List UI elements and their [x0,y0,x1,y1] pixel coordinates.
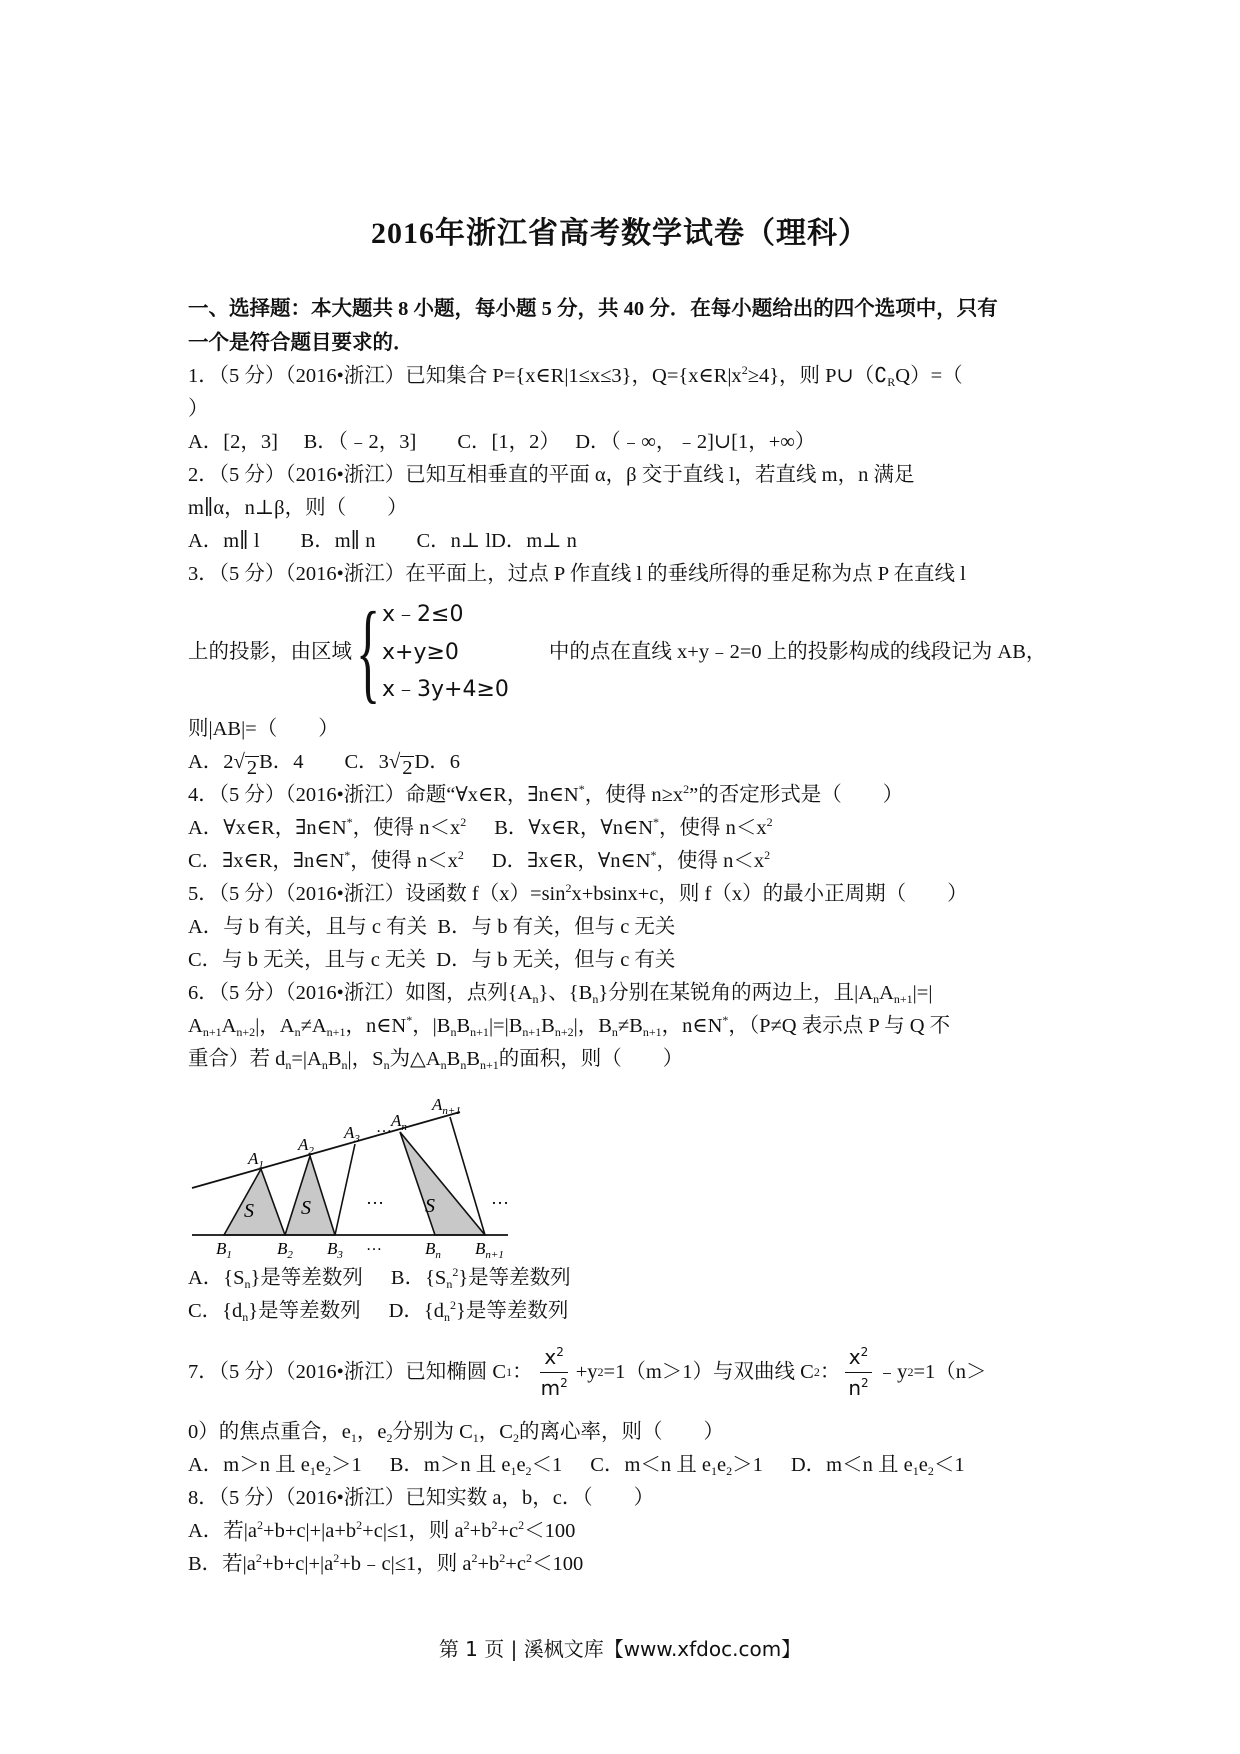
option-a: A．m＞n 且 e [188,1454,310,1476]
text: B [446,1048,461,1070]
subscript: n+1 [202,1025,222,1039]
text: 的离心率，则（ ） [518,1421,724,1443]
subscript: n [873,992,880,1006]
subscript: n [341,1058,348,1072]
text: e [918,1454,928,1476]
question-7-stem: 7．（5 分）（2016•浙江）已知椭圆 C 1 ： $\frac{x^2}{m^2}$ +y 2 =1（m＞1）与双曲线 C 2 ： $\frac{x^2}{n^2}$ ﹣y 2 =1（n＞ [188,1328,1058,1416]
subscript: n+1 [642,1025,662,1039]
text: ，n∈N [661,1015,723,1037]
text: |，S [347,1048,384,1070]
superscript: * [344,848,351,862]
section-heading [188,292,1058,360]
text: ，|B [412,1015,451,1037]
question-6-figure [188,1082,528,1258]
text: e [717,1454,727,1476]
text: =|A [291,1048,322,1070]
text: A [188,1015,203,1037]
question-1-stem-end: ） [188,398,209,420]
subscript: n+1 [893,992,913,1006]
text: 1．（5 分）（2016•浙江）已知集合 P={x∈R|1≤x≤3}，Q={x∈R|x [188,365,742,387]
subscript: n [285,1058,292,1072]
option-a: A．∀x∈R，∃n∈N [188,817,347,839]
question-5-options-ab: A．与 b 有关，且与 c 有关 B．与 b 有关，但与 c 无关 [188,916,676,938]
question-3-options [188,746,1058,779]
superscript: 2 [471,1551,478,1565]
question-5 [188,878,1058,977]
question-8-option-a [188,1515,1058,1548]
text: 的面积，则（ ） [498,1048,684,1070]
text: +b﹣c|≤1，则 a [339,1553,472,1575]
question-5-stem [188,878,1058,911]
subscript: n [592,992,599,1006]
text: }是等差数列 [456,1300,569,1322]
label-bn1: $B_{n+1}$ [475,1239,504,1258]
subscript: 2 [324,1464,331,1478]
superscript: 2 [525,1551,532,1565]
area-label-sn: S [425,1195,435,1217]
subscript: R [887,375,896,389]
text: e [315,1454,325,1476]
question-1-stem [188,360,1058,393]
section-heading-line1: 一、选择题：本大题共 8 小题，每小题 5 分，共 40 分．在每小题给出的四个选项中，只有 [188,298,998,320]
option-a: A．{S [188,1267,245,1289]
question-6-stem-line1 [188,977,1058,1010]
superscript: 2 [457,848,464,862]
subscript: n+1 [470,1025,489,1039]
text: }是等差数列 [458,1267,571,1289]
text: 5．（5 分）（2016•浙江）设函数 f（x）=sin [188,883,566,905]
text: ＜100 [524,1520,576,1542]
superscript: 2 [463,1518,470,1532]
fraction-x2-m2 [537,1342,572,1403]
subscript: 2 [386,1431,393,1445]
superscript: 2 [764,848,771,862]
text: =1（m＞1）与双曲线 C [603,1360,814,1383]
superscript: 2 [766,815,773,829]
text: |=|B [488,1015,523,1037]
question-3-trail: 中的点在直线 x+y﹣2=0 上的投影构成的线段记为 AB， [548,640,1047,663]
question-4-options-cd [188,845,1058,878]
subscript: n [444,1310,451,1324]
text: e [516,1454,526,1476]
text: ： [512,1360,533,1383]
sqrt-symbol: √ 2 [388,751,413,779]
radicand: 2 [402,757,413,779]
text: x+bsinx+c，则 f（x）的最小正周期（ ） [571,883,968,905]
question-7 [188,1328,1058,1482]
subscript: 1 [510,1464,517,1478]
inequality-3: x﹣3y+4≥0 [382,677,509,702]
superscript: 2 [257,1518,264,1532]
text: +b [477,1553,500,1575]
subscript: n [440,1058,447,1072]
superscript: * [722,1013,729,1027]
superscript: 2 [518,1518,525,1532]
ellipsis: … [366,1237,382,1254]
subscript: 1 [309,1464,316,1478]
text: }是等差数列 [248,1300,361,1322]
page-footer: 第 1 页 | 溪枫文库【www.xfdoc.com】 [438,1637,802,1661]
subscript: n+2 [554,1025,574,1039]
question-3-ask: 则|AB|=（ ） [188,718,339,740]
text: A [879,982,894,1004]
option-d: D．m＜n 且 e [790,1454,913,1476]
question-8 [188,1482,1058,1581]
subscript: n [446,1277,453,1291]
superscript: 2 [491,1518,498,1532]
text: ，使得 n＜x [350,850,458,872]
triangle-sequence-diagram [188,1082,528,1258]
text: +b+c|+|a [261,1553,334,1575]
text: A [221,1015,237,1037]
text: +c [497,1520,519,1542]
text: ，C [478,1421,513,1443]
subscript: n [294,1025,301,1039]
text: ≠A [300,1015,327,1037]
superscript: 2 [560,1375,568,1390]
text: +y [575,1360,598,1383]
label-a2: $A_2$ [298,1135,314,1157]
shaded-triangle-2 [285,1156,335,1235]
subscript: 1 [472,1431,479,1445]
text: n [848,1375,862,1400]
text: 6．（5 分）（2016•浙江）如图，点列{A [188,982,533,1004]
superscript: 2 [356,1518,363,1532]
text: 为△A [389,1048,441,1070]
text: =1（n＞ [913,1360,987,1383]
subscript: n [611,1025,618,1039]
question-5-options-cd: C．与 b 无关，且与 c 无关 D．与 b 无关，但与 c 有关 [188,949,676,971]
text: ﹣y [876,1360,908,1383]
text: B [541,1015,555,1037]
denominator [844,1373,872,1403]
question-3 [188,558,1058,779]
subscript: 1 [912,1464,919,1478]
subscript: n [383,1058,390,1072]
radicand: 2 [246,757,258,779]
segment-b3-a3 [335,1144,355,1235]
option-a: A．2 [188,751,234,773]
exam-content [188,292,1058,1581]
denominator [537,1373,572,1403]
subscript: 2 [927,1464,934,1478]
text: ： [819,1360,841,1383]
text: ”的否定形式是（ ） [689,784,904,806]
subscript: n [244,1277,251,1291]
text: 0）的焦点重合，e [188,1421,351,1443]
option-c: C．{d [188,1300,243,1322]
superscript: * [346,815,353,829]
text: ，使得 n≥x [584,784,684,806]
subscript: n+1 [522,1025,542,1039]
question-4-stem [188,779,1058,812]
ellipsis: … [491,1188,509,1208]
text: A．若|a [188,1520,258,1542]
question-1-options: A．[2，3] B．（﹣2，3] C．[1，2） D．（﹣∞，﹣2]∪[1，+∞） [188,431,816,453]
text: Q）=（ [895,365,963,387]
option-d: D．6 [414,751,461,773]
text: +c|≤1，则 a [362,1520,464,1542]
numerator [540,1342,567,1373]
text: ，（P≠Q 表示点 P 与 Q 不 [728,1015,951,1037]
label-b1: $B_1$ [216,1239,232,1258]
text: ＞1 [732,1454,763,1476]
question-2-options: A．m∥ l B．m∥ n C．n⊥ lD．m⊥ n [188,530,577,552]
label-b3: $B_3$ [327,1239,343,1258]
superscript: 2 [860,1344,869,1359]
fraction-x2-n2 [844,1342,872,1403]
question-6-stem-line2 [188,1010,1058,1043]
option-b: B．∀x∈R，∀n∈N [494,817,653,839]
superscript: 2 [450,1298,457,1312]
subscript: n+1 [326,1025,346,1039]
label-bn: $B_n$ [425,1239,441,1258]
superscript: 2 [741,363,748,377]
subscript: 2 [726,1464,733,1478]
text: ≥4}，则 P∪（∁ [747,365,888,387]
ellipsis: … [376,1119,392,1136]
question-8-stem: 8．（5 分）（2016•浙江）已知实数 a，b，c．（ ） [188,1487,655,1509]
page-title: 2016年浙江省高考数学试卷（理科） [371,217,869,250]
question-3-lead: 上的投影，由区域 [188,640,352,663]
text: }是等差数列 [250,1267,363,1289]
superscript: 2 [556,1344,564,1359]
question-6 [188,977,1058,1328]
subscript: n [450,1025,457,1039]
question-3-stem: 3．（5 分）（2016•浙江）在平面上，过点 P 作直线 l 的垂线所得的垂足称为点 P 在直线 l [188,563,966,585]
label-b2: $B_2$ [277,1239,293,1258]
subscript: n+1 [480,1058,499,1072]
shaded-triangle-1 [224,1169,285,1235]
question-8-option-b [188,1548,1058,1581]
option-c: C．∃x∈R，∃n∈N [188,850,345,872]
subscript: 1 [711,1464,718,1478]
text: ，使得 n＜x [656,850,765,872]
text: }、{B [538,982,593,1004]
text: x [848,1344,861,1369]
subscript: 1 [350,1431,357,1445]
sqrt-symbol: √ 2 [233,751,258,779]
text: }分别在某锐角的两边上，且|A [598,982,874,1004]
text: ，n∈N [345,1015,407,1037]
option-b-c: B．4 C．3 [259,751,389,773]
subscript: n [532,992,539,1006]
label-an1: $A_{n+1}$ [432,1095,461,1117]
text: 重合）若 d [188,1048,286,1070]
subscript: n+2 [236,1025,256,1039]
text: +c [505,1553,526,1575]
numerator [845,1342,872,1373]
text: B [466,1048,481,1070]
text: ＞1 [330,1454,362,1476]
inequality-2: x+y≥0 [382,639,459,665]
option-b: B．m＞n 且 e [389,1454,511,1476]
question-1 [188,360,1058,459]
subscript: 2 [525,1464,532,1478]
superscript: * [406,1013,413,1027]
superscript: 2 [683,782,690,796]
text: m [540,1375,561,1400]
area-label-s2: S [301,1197,311,1219]
superscript: 2 [565,881,572,895]
superscript: 2 [499,1551,506,1565]
text: 7．（5 分）（2016•浙江）已知椭圆 C [188,1360,507,1383]
text: ，e [356,1421,387,1443]
question-6-options-cd [188,1295,1058,1328]
subscript: n [321,1058,328,1072]
question-6-options-ab [188,1262,1058,1295]
question-2-stem: 2．（5 分）（2016•浙江）已知互相垂直的平面 α，β 交于直线 l，若直线 m，n 满足 [188,464,915,486]
text: |=| [912,982,933,1004]
question-4-options-ab [188,812,1058,845]
text: ＜1 [531,1454,563,1476]
subscript: n [242,1310,249,1324]
section-heading-line2: 一个是符合题目要求的． [188,332,414,354]
label-a3: $A_3$ [344,1123,360,1145]
text: +b [469,1520,492,1542]
superscript: 2 [460,815,467,829]
question-3-region-row [188,590,1058,714]
text: +b+c|+|a+b [263,1520,357,1542]
text: 4．（5 分）（2016•浙江）命题“∀x∈R，∃n∈N [188,784,579,806]
question-6-stem-line3 [188,1043,1058,1076]
question-2-stem-cont: m∥α，n⊥β，则（ ） [188,497,408,519]
question-2 [188,459,1058,558]
superscript: 2 [333,1551,340,1565]
text: ＜1 [933,1454,965,1476]
option-d: D．∃x∈R，∀n∈N [491,850,651,872]
text: 分别为 C [392,1421,473,1443]
label-an: $A_n$ [391,1111,407,1133]
text: ≠B [617,1015,643,1037]
ellipsis: … [366,1188,384,1208]
label-a1: $A_1$ [248,1149,264,1171]
option-c: C．m＜n 且 e [590,1454,712,1476]
superscript: 2 [861,1375,869,1390]
question-7-options [188,1449,1058,1482]
option-b: B．{S [390,1267,447,1289]
superscript: * [650,848,657,862]
question-7-stem-cont [188,1416,1058,1449]
subscript: n [460,1058,467,1072]
shaded-triangle-n [400,1132,485,1235]
text: ＜100 [531,1553,584,1575]
left-brace-icon: { [356,590,381,714]
text: ，使得 n＜x [659,817,767,839]
option-d: D．{d [388,1300,445,1322]
area-label-s1: S [244,1200,254,1222]
text: B．若|a [188,1553,256,1575]
text: |，B [573,1015,612,1037]
text: B [327,1048,342,1070]
text: ，使得 n＜x [352,817,461,839]
text: B [456,1015,471,1037]
inequality-system [382,598,509,706]
text: x [544,1344,557,1369]
subscript: 2 [512,1431,519,1445]
superscript: * [578,782,585,796]
question-4 [188,779,1058,878]
inequality-1: x﹣2≤0 [382,602,464,627]
text: |，A [255,1015,295,1037]
superscript: * [653,815,659,829]
superscript: 2 [255,1551,262,1565]
superscript: 2 [452,1265,459,1279]
